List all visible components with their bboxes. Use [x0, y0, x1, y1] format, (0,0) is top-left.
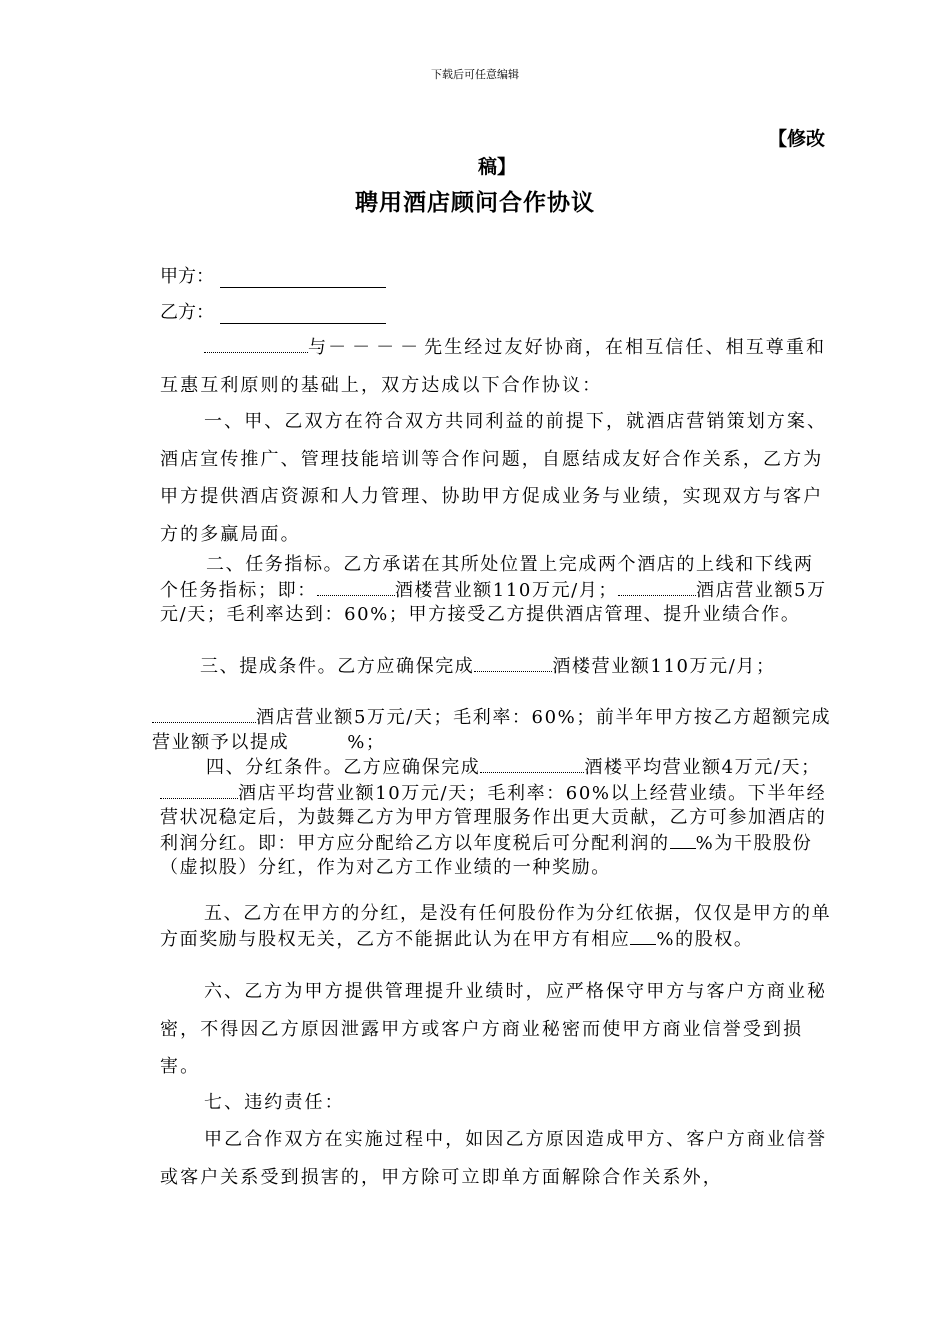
party-b-row [160, 298, 386, 326]
clause-2-blank-1 [317, 577, 395, 596]
clause-4: 四、分红条件。乙方应确保完成 酒楼平均营业额4万元/天；酒店平均营业额10万元/天；毛利率：60%以上经营业绩。下半年经营状况稳定后，为鼓舞乙方为甲方管理服务作出更大贡献，乙方可参加酒店的利润分红。即：甲方应分配给乙方以年度税后可分配利润的 %为干股股份（虚拟股）分红，作为对乙方工作业绩的一种奖励。 [160, 754, 832, 880]
clause-7-heading: 七、违约责任： [204, 1092, 345, 1113]
clause-1: 一、甲、乙双方在符合双方共同利益的前提下，就酒店营销策划方案、酒店宣传推广、管理技能培训等合作问题，自愿结成友好合作关系，乙方为甲方提供酒店资源和人力管理、协助甲方促成业务与业绩，实现双方与客户方的多赢局面。 [160, 411, 828, 545]
clause-2-blank-2 [618, 577, 696, 596]
clause-6: 六、乙方为甲方提供管理提升业绩时，应严格保守甲方与客户方商业秘密，不得因乙方原因泄露甲方或客户方商业秘密而使甲方商业信誉受到损害。 [160, 981, 828, 1077]
party-a-blank [220, 265, 386, 288]
clause-2: 二、任务指标。乙方承诺在其所处位置上完成两个酒店的上线和下线两个任务指标；即： 酒楼营业额110万元/月； 酒店营业额5万元/天；毛利率达到：60%；甲方接受乙方提供酒店管理、提升业绩合作。 [160, 554, 827, 625]
party-b-label: 乙方： [160, 302, 214, 323]
clause-3-blank-3 [289, 730, 347, 748]
clause-7-body: 甲乙合作双方在实施过程中，如因乙方原因造成甲方、客户方商业信誉或客户关系受到损害的，甲方除可立即单方面解除合作关系外， [160, 1129, 828, 1188]
intro-blank [204, 334, 308, 353]
clause-3-line1: 三、提成条件。乙方应确保完成 酒楼营业额110万元/月； [160, 653, 832, 679]
intro-paragraph: 与－－－－先生经过友好协商，在相互信任、相互尊重和互惠互利原则的基础上，双方达成以下合作协议： [160, 329, 832, 404]
clause-3-blank-2 [152, 704, 256, 723]
document-title: 聘用酒店顾问合作协议 [355, 190, 595, 216]
clause-4-blank-2 [160, 780, 238, 799]
clause-5: 五、乙方在甲方的分红，是没有任何股份作为分红依据，仅仅是甲方的单方面奖励与股权无关，乙方不能据此认为在甲方有相应 %的股权。 [160, 903, 832, 950]
download-note: 下载后可任意编辑 [431, 68, 519, 81]
clause-4-blank-3 [670, 830, 696, 849]
revision-mark-line2: 稿】 [478, 156, 517, 178]
clause-4-blank-1 [480, 754, 584, 773]
clause-3-line2: 酒店营业额5万元/天；毛利率：60%；前半年甲方按乙方超额完成营业额予以提成 %； [152, 704, 832, 755]
clause-3-blank-1 [474, 653, 552, 672]
clause-5-blank [630, 926, 656, 945]
party-a-label: 甲方： [160, 266, 214, 287]
revision-mark-line1: 【修改 [768, 128, 826, 150]
party-a-row [160, 262, 386, 290]
party-b-blank [220, 301, 386, 324]
